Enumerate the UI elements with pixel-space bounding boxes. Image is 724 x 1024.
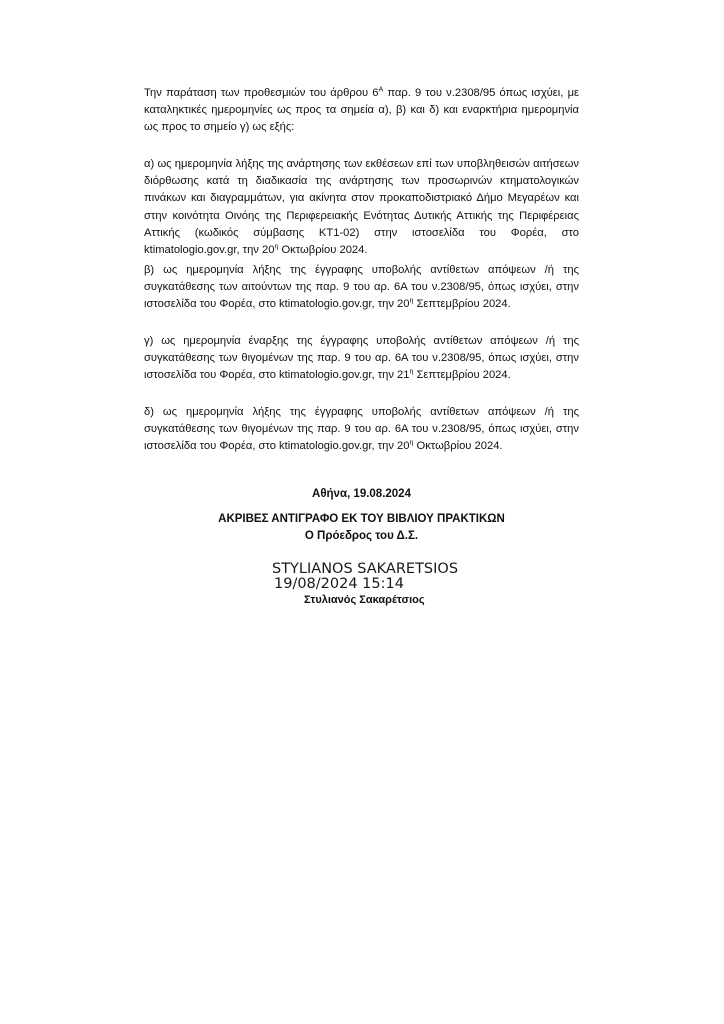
paragraph-a-superscript: η [274, 243, 279, 251]
intro-text-start: Την παράταση των προθεσμιών του άρθρου 6 [144, 87, 379, 99]
signature-timestamp: 19/08/2024 15:14 [274, 576, 404, 592]
paragraph-a [144, 156, 579, 259]
intro-paragraph [144, 85, 579, 137]
paragraph-d-superscript: η [409, 439, 414, 447]
paragraph-a-text: α) ως ημερομηνία λήξης της ανάρτησης των εκθέσεων επί των υποβληθεισών αιτήσεων διόρθωσης κατά τη διαδικασία της ανάρτησης των προσωρινών κτηματολογικών πινάκων και διαγραμμάτων, για ακίνητα στον προκαποδιστριακό Δήμο Μεγαρέων και στην κοινότητα Οινόης της Περιφερειακής Ενότητας Δυτικής Αττικής της Περιφέρειας Αττικής (κωδικός σύμβασης ΚΤ1-02) στην ιστοσελίδα του Φορέα, στο ktimatologio.gov.gr, την 20 [144, 158, 579, 257]
place-date: Αθήνα, 19.08.2024 [312, 488, 411, 500]
paragraph-c [144, 333, 579, 385]
intro-superscript: Α [378, 86, 384, 94]
paragraph-a-date: Οκτωβρίου 2024. [278, 244, 368, 257]
signer-name: Στυλιανός Σακαρέτσιος [304, 594, 425, 606]
paragraph-b-text: β) ως ημερομηνία λήξης της έγγραφης υποβολής αντίθετων απόψεων /ή της συγκατάθεσης των αιτούντων της παρ. 9 του αρ. 6Α του ν.2308/95, όπως ισχύει, στην ιστοσελίδα του Φορέα, στο ktimatologio.gov.gr, την 20 [144, 264, 579, 311]
paragraph-b [144, 262, 579, 314]
paragraph-b-superscript: η [409, 297, 414, 305]
intro-text-end: παρ. 9 του ν.2308/95 όπως ισχύει, με καταληκτικές ημερομηνίες ως προς τα σημεία α), β) και δ) και εναρκτήρια ημερομηνία ως προς το σημείο γ) ως εξής: [144, 87, 579, 134]
paragraph-c-superscript: η [409, 368, 414, 376]
paragraph-c-text: γ) ως ημερομηνία έναρξης της έγγραφης υποβολής αντίθετων απόψεων /ή της συγκατάθεσης των θιγομένων της παρ. 9 του αρ. 6Α του ν.2308/95, όπως ισχύει, στην ιστοσελίδα του Φορέα, στο ktimatologio.gov.gr, την 21 [144, 335, 579, 382]
signature-name: STYLIANOS SAKARETSIOS [272, 561, 459, 577]
paragraph-d-date: Οκτωβρίου 2024. [413, 440, 503, 453]
chairman-title: Ο Πρόεδρος του Δ.Σ. [304, 530, 419, 542]
paragraph-b-date: Σεπτεμβρίου 2024. [413, 298, 511, 311]
digital-signature [272, 562, 458, 592]
paragraph-d-text: δ) ως ημερομηνία λήξης της έγγραφης υποβολής αντίθετων απόψεων /ή της συγκατάθεσης των θιγομένων της παρ. 9 του αρ. 6Α του ν.2308/95, όπως ισχύει, στην ιστοσελίδα του Φορέα, στο ktimatologio.gov.gr, την 20 [144, 406, 579, 453]
paragraph-c-date: Σεπτεμβρίου 2024. [413, 369, 511, 382]
paragraph-d [144, 404, 579, 456]
certified-copy-title: ΑΚΡΙΒΕΣ ΑΝΤΙΓΡΑΦΟ ΕΚ ΤΟΥ ΒΙΒΛΙΟΥ ΠΡΑΚΤΙΚΩΝ [218, 513, 505, 525]
